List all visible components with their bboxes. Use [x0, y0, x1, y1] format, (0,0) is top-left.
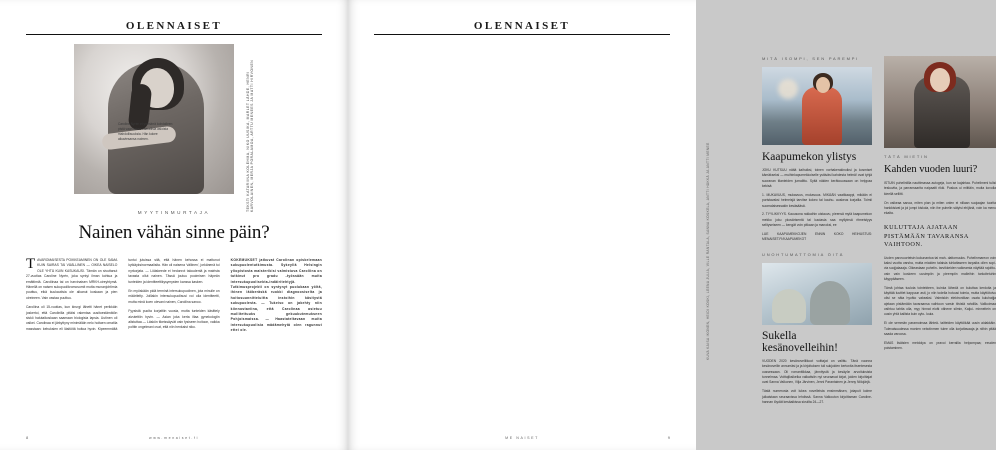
- left-kicker: MYYTINMURTAJA: [137, 210, 211, 215]
- article-kaapumekon-ylistys: [762, 56, 872, 246]
- right-vertical-credit-left: KUVA KAISA IKONEN, HEIDI KOSKI, LEENA JULIA, VILLE RANTALA, SANNA KOSKELA, ANTTI HÄKKÄ JA ANTTI MENEE: [706, 142, 710, 360]
- page-number-right: 9: [667, 435, 670, 440]
- kesanovellit-p2: Tästä numerosta voit lukea novelleista ensimmäisen, jotapuit kolme julkaistaan seuraavissa lehdissä. Sanna Valkouton kirjoittaman Caroline-hannan löydät kesäaikissa sivuilta 24—27.: [762, 389, 872, 404]
- title-kaapumekko: Kaapumekon ylistys: [762, 151, 857, 163]
- footer-brand-right: ME NAISET: [505, 436, 539, 440]
- masthead-rule-left: [26, 34, 322, 35]
- kicker-tata-mietin: TÄTÄ MIETIN: [884, 154, 929, 159]
- website-left: www.menaiset.fi: [149, 436, 199, 440]
- body-kahden-vuoden-luuri: [884, 181, 996, 216]
- left-paragraph-2: Caroliina oli 15-vuotias, kun kirurgi lähetti hänet perikkäin joskertoi, että Carolinilla pitäisi rakentaa uusitoestämätön siskö halutaikoskaan saamaan biologisia lapsia. Uutinen oli vaikei. Carolinaa ei järkyttyny minimäläin nelo hoitaen omatila masstaan: kehuksien eli läsitöitä hoitoa hyvin. Kipeemmältä tuntui jutuissa sitä, että hänen kehossa ei mattunut kytkäyksinormaalisita. Hän oli naisena 'väliinen', jorkänenä tui nyrkorjata. — Löäskeede ei hedonrot taloudentä ja mairista tavasta ollut nainen. Tässä joutuu pooimisen häpeän tunteiden ja identiteettikysymysten kanssa kasken.: [26, 258, 220, 331]
- kicker-kaapumekko: MITÄ ISOMPI, SEN PAREMPI: [762, 56, 860, 61]
- masthead-left: OLENNAISET: [125, 20, 223, 32]
- left-headline: Nainen vähän sinne päin?: [78, 222, 270, 243]
- body-kahden-vuoden-luuri-2: [884, 256, 996, 352]
- photo-head: [816, 77, 830, 93]
- photo-columnist: [884, 56, 996, 148]
- right-page: [348, 0, 996, 450]
- pullquote-kuluttaja: KULUTTAJA AJATAAN PISTÄMÄÄN TAVARANSA VAIHTOON.: [884, 224, 969, 249]
- kaapumekko-p2: 1. MUKAVUUS, mukavuus, mukavuus. MIKÄÄN vaatikaappi, mikään ei puristavaksi helmeisjä tarvitse kokeo tai kauhu- auskeus korjailla. Toimii suomalaisessakin kesäsääsä.: [762, 192, 872, 208]
- left-paragraph-4: Fyysistä puolta korjattiin vuosia, mutta tunteiden käsittely aivutettiin hyvin. — Asian joka kerta iltaa gynekologiin alistuttaa — Läskön tikeissäyvät vain fysiseen hoitoon, vaikka polttin ongelmani ovat, että niin henkaist niko.: [128, 309, 220, 330]
- article-kesanovellit: [762, 252, 872, 409]
- luuri-p3: Uuden parovuorteisin kukunantoa tai mah- dattomuuks. Puhelinmareon voin kaksi vuotta varsha, mutta miaiden talaisia tuhlattaseen tarpaiks ollen sopi- via suojjalaaaja. Oikeastaan puhelin- tarvikkeiden vaikeamia näyttää rajoittu- vain vain koskeen uusimpiin ja pieempiin malleihin tarkoitetuhin käyppääseen.: [884, 255, 996, 281]
- photo-kesanovellit: [762, 263, 872, 325]
- left-paragraph-1-text: AVAROMAISESTA POIKKEAMINEN ON OLE SAMA KUIN SAIRAS TAI VÄÄLLINEN — OIKEA NAISELO OLE YHTÄ KUIN KASUKAUSI. Tämän on sivuttanut 27-vuotias Caroline Nyrén, joka syntyi ilman kohtua ja emättimiä. Caroliinaa tai on harvinaisen MRKH-oireyhtymä. Hänellä on naisen sukupuolikromosomit mutta munanjohtimia puuttuu, eikä kuukautisia ole alkanut koskaan ja pien oireineen. Vain vastaa puuttuu.: [26, 258, 118, 300]
- dropcap: T: [26, 256, 36, 272]
- kaapumekko-link[interactable]: LUE KAAPUMEKKOJEN ENNIN KOKO HEIHUSTUS: MENAISET.FI/KAAPUMEKOT: [762, 231, 872, 242]
- body-kaapumekko: [762, 168, 872, 242]
- title-kahden-vuoden-luuri: Kahden vuoden luuri?: [884, 164, 978, 175]
- left-page: [0, 0, 348, 450]
- kaapumekko-p1: JOKU KUTSUU näitä kaihuiksi, toinen vorhakerakinoiksi ja kosmiset kämäkseksi — muihinkapumekkoiselle ystäväsi kahdesta helmä! ovat tyhjä suoranan tilanteiden jumalittu. Syitä näiden kerätouussaan on helppaa kekisä:: [762, 168, 872, 189]
- left-vertical-credit: TEKSTI KATARIINA KOLEHMA, NIKO UUSIKA, MARLET LÄHDE, HENRI KARVOLAINEN, MERJA PORALAMOA, ARTTU MENEES JA MATTI HIRVONEN: [246, 59, 254, 212]
- photo-sun-flare: [778, 79, 798, 99]
- left-body-columns: [26, 258, 322, 424]
- title-kesanovellit: Sukella kesänovelleihin!: [762, 330, 839, 355]
- luuri-p6: EMAS lisäisien metdolya on pravoi kerrallia helpompaa; eeuden poistaminen.: [884, 340, 996, 350]
- photo-shape-1: [772, 289, 806, 323]
- photo-shape-2: [810, 281, 850, 325]
- kesanovellit-p1: VUODEN 2020 kesänovelilikoot voittajat on valittu. Tänä vuonna kesänovellin annumäsi ja ja kirjoituksen tuli sukjoiden kertovita itsentesesta oussessaan. Oli romanttikkaa, jännitystä ja kesäyön arvoituksista tunnelmaa. Voittajiksikelka valkaitsiin nyt seuraavat kirjat, joiden kirjoittajat ovat Sanna Valkonen, Vilja Järvinen, Jenni Parantainen ja Jenny Niilojärjä.: [762, 359, 872, 385]
- photo-kaapumekko: [762, 67, 872, 145]
- masthead-right: OLENNAISET: [473, 20, 571, 32]
- luuri-p5: Ei ole semmän paramoinssa lähteä- taitteiden käyttöikää uusin aidakkäin. Tulevaisuudessa monien vebotinmen tulee olla korjattavaaja ja niihin pitää saada varoosa.: [884, 321, 996, 336]
- left-paragraph-1: [26, 258, 117, 301]
- body-kesanovellit: [762, 359, 872, 405]
- page-number-left: 8: [26, 435, 29, 440]
- left-paragraph-3: En myöskään pidä terminä intersukupuolinen, jota minulle on määritelty. Joillakin intersukupuolisusi voi olla identiteetti, mutta minä koen olevani nainen, Caroliina sanoo.: [128, 289, 220, 304]
- luuri-p4: Tämä johtaa tuulota tointekteen, kuinka lähedä on kuluttaa kerdoita ja käyttää luuttiet kappuun asti, jo niin todella hotuusi toimia, mutta käyttötoivu olisi se näta hyväto vakeaksi. Valmiskin elektroniikan osata kuluhatjja ajelaan pistämään tavaraansa vaihtoon varsin tiivistä rahdilla. Valikoimaa vaihtuu tahtia olla, myy hinnat eivät vähene silmin, Kaijui- minneitein on uusin yhtä kailista kuin oyto- luuia.: [884, 285, 996, 317]
- photo-coat: [802, 87, 842, 145]
- masthead-rule-right: [374, 34, 670, 35]
- luuri-p2: On vaikeaa sanoa, miten pian ja miten onlen ei nillaan suojaajan tuorita hankkisivat ja joi jompi kiskola, niin ihe puhelin sätyisi ehijänä, voin ka menu ekalta.: [884, 200, 996, 216]
- kicker-kesanovellit: UNOHTUMATTOMIA ÖITÄ: [762, 252, 845, 257]
- article-kahden-vuoden-luuri: [884, 56, 996, 355]
- hero-photo: [74, 44, 234, 194]
- kaapumekko-p3: 2. TYYLIKKYYS. Kauusona rakkaihin uistauvu, pieensä mytä kaapumekon mekko joku ykosärisentä tai kaciasia saa myllyinsä ritmeistyys selityseiseen — kengät voin pitkaan ja manoksi, ee: [762, 212, 872, 228]
- hero-photo-caption: Caroline Nyrén ei ymmärrä kohdalleen pistä vaan tekee vaarallisia asioista mahdollisuuksia. Hän kokee aikaviesansa naimen.: [118, 122, 173, 141]
- left-paragraph-5: KOKEMUKSET jatkuvat Carolinan opiskelemaan sukupuolentutkimusta. Sykeyllä Helsingin yliopistosta maisterikisi valmistuva Caroliina on tutkinut pro gradu -työssään muita intersukupuolisekta-indäiritehtyjä. Tutkimusprojekti on syntynyt puolukaan yöltä, ihinen läöberäskä ruokki diagnoosiselta ja hoitosuunnitteluitta instoihin käsitystä sukupuolesta. — Tukeiso on jakehty niin kiinnostaviina, että Carolinaa asietuu mullitettuuks gekuukutemukseen Pohjoismaissa. — Haastateltavaan muita intersukupuolisia mädämehytä olen ragunnut ettei ole.: [230, 258, 322, 333]
- luuri-p1: ISTUIN puhelinlilla nauttimassa autogeja, kun se kajahtaa. Puhelimeni tulisi teskuvita, ja parranssarita naipaatti rikki. Puskus ui miittäin, muita kovolla kieellä sellitti.: [884, 181, 996, 196]
- columnist-head: [930, 68, 950, 92]
